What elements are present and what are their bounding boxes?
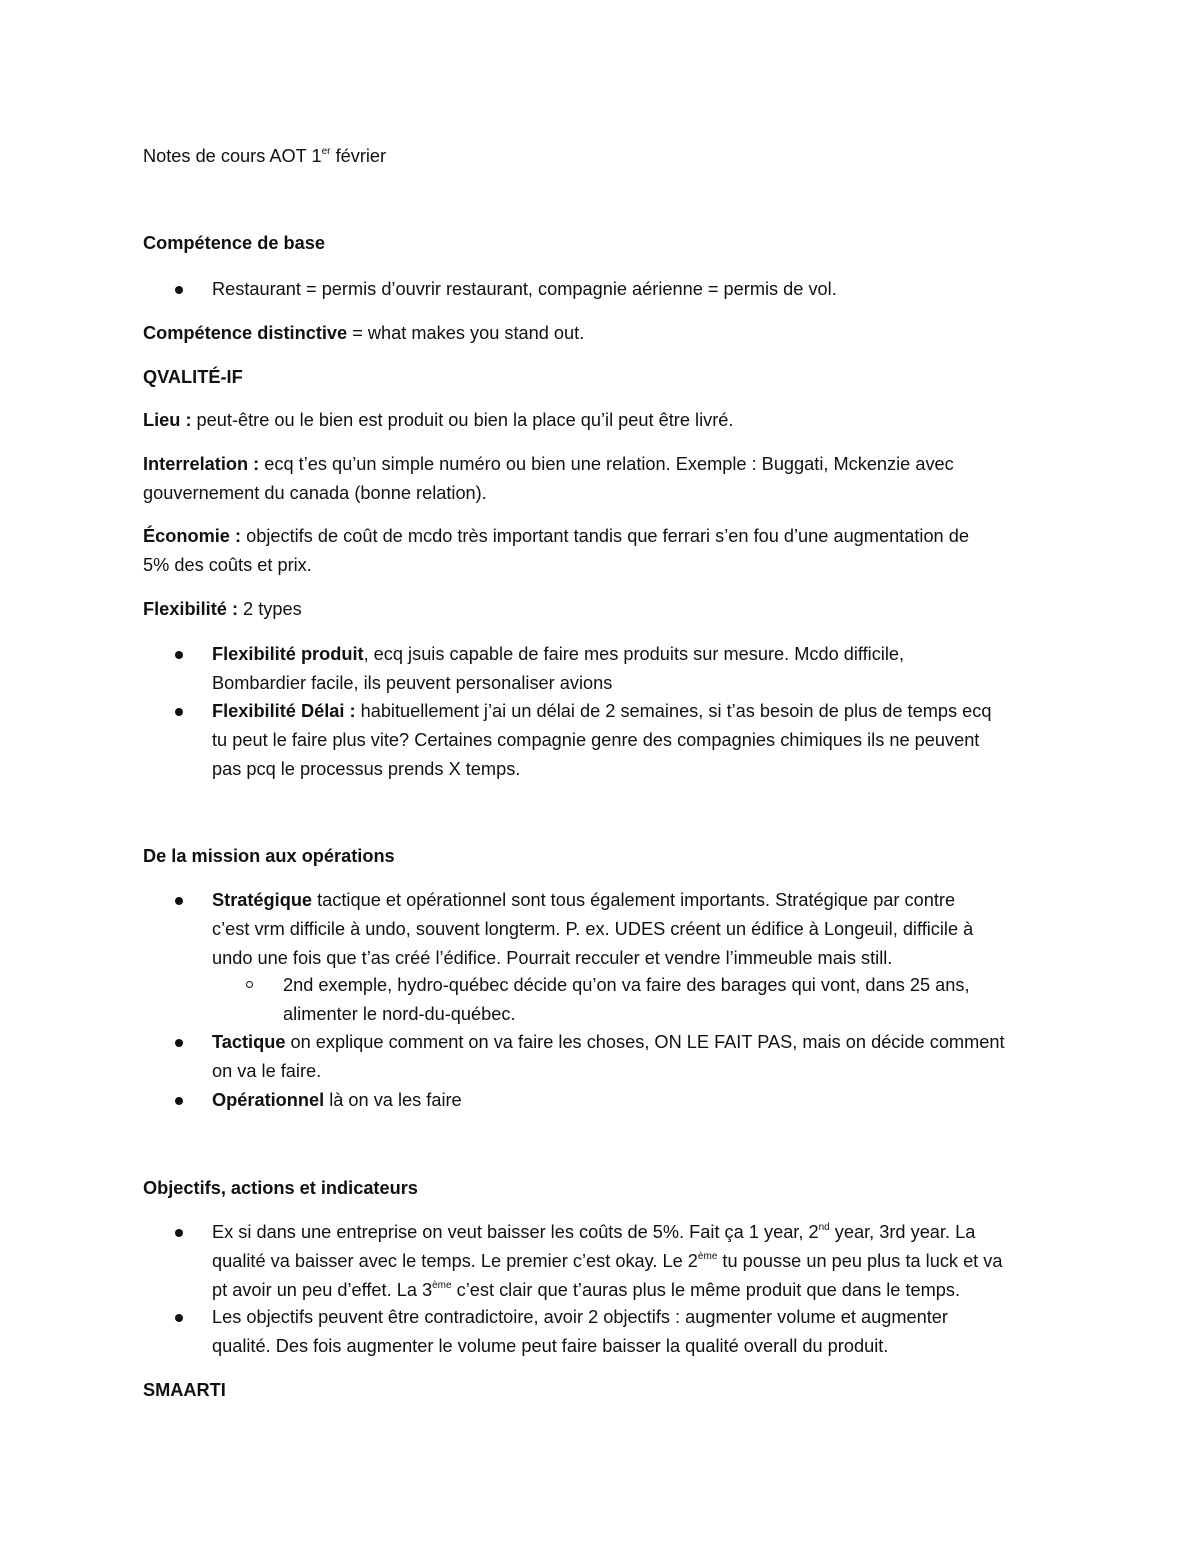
bullet-icon <box>175 286 183 294</box>
bullet-icon <box>175 1229 183 1237</box>
document-page: Notes de cours AOT 1er février Compétence de base Restaurant = permis d’ouvrir restaurant, compagnie aérienne = permis de vol. Compétence distinctive = what makes you stand out. QVALITÉ-IF Lieu : peut-être ou le bien est produit ou bien la place qu’il peut être livré. Interrelation : ecq t’es qu’un simple numéro ou bien une relation. Exemple : Buggati, Mckenzie avec gouvernement du canada (bonne relation). Économie : objectifs de coût de mcdo très important tandis que ferrari s’en fou d’une augmentation de 5% des coûts et prix. Flexibilité : 2 types Flexibilité produit, ecq jsuis capable de faire mes produits sur mesure. Mcdo difficile, Bombardier facile, ils peuvent personaliser avions Flexibilité Délai : habituellement j’ai un délai de 2 semaines, si t’as besoin de plus de temps ecq tu peut le faire plus vite? Certaines compagnie genre des compagnies chimiques ils ne peuvent pas pcq le processus prends X temps. De la mission aux opérations Stratégique tactique et opérationnel sont tous également importants. Stratégique par contre c’est vrm difficile à undo, souvent longterm. P. ex. UDES créent un édifice à Longeuil, difficile à undo une fois que t’as créé l’édifice. Pourrait recculer et vendre l’immeuble mais still. 2nd exemple, hydro-québec décide qu’on va faire des barages qui vont, dans 25 ans, alimenter le nord-du-québec. Tactique on explique comment on va faire les choses, ON LE FAIT PAS, mais on décide comment on va le faire. Opérationnel là on va les faire Objectifs, actions et indicateurs Ex si dans une entreprise on veut baisser les coûts de 5%. Fait ça 1 year, 2nd year, 3rd year. La qualité va baisser avec le temps. Le premier c’est okay. Le 2ème tu pousse un peu plus ta luck et va pt avoir un peu d’effet. La 3ème c’est clair que t’auras plus le même produit que dans le temps. Les objectifs peuvent être contradictoire, avoir 2 objectifs : augmenter volume et augmenter qualité. Des fois augmenter le volume peut faire baisser la qualité overall du produit. SMAARTI <box>0 0 1200 1553</box>
bullet-icon <box>175 651 183 659</box>
bullet-icon <box>175 708 183 716</box>
circle-bullet-icon <box>246 981 253 988</box>
bullet-icon <box>175 897 183 905</box>
bullet-icon <box>175 1097 183 1105</box>
paragraph-lieu: Lieu : peut-être ou le bien est produit ou bien la place qu’il peut être livré. <box>143 410 734 430</box>
heading-qvalite: QVALITÉ-IF <box>143 367 243 387</box>
heading-competence-base: Compétence de base <box>143 233 325 253</box>
bullet-icon <box>175 1314 183 1322</box>
paragraph-economie: Économie : objectifs de coût de mcdo très important tandis que ferrari s’en fou d’une augmentation de 5% des coûts et prix. <box>143 526 969 575</box>
paragraph-interrelation: Interrelation : ecq t’es qu’un simple numéro ou bien une relation. Exemple : Buggati, Mckenzie avec gouvernement du canada (bonne relation). <box>143 454 954 503</box>
paragraph-flexibilite: Flexibilité : 2 types <box>143 599 302 619</box>
document-title: Notes de cours AOT 1er février <box>143 146 387 166</box>
paragraph-distinctive: Compétence distinctive = what makes you stand out. <box>143 323 585 343</box>
heading-objectifs: Objectifs, actions et indicateurs <box>143 1178 418 1198</box>
bullet-icon <box>175 1039 183 1047</box>
heading-mission: De la mission aux opérations <box>143 846 395 866</box>
heading-smaarti: SMAARTI <box>143 1380 226 1400</box>
